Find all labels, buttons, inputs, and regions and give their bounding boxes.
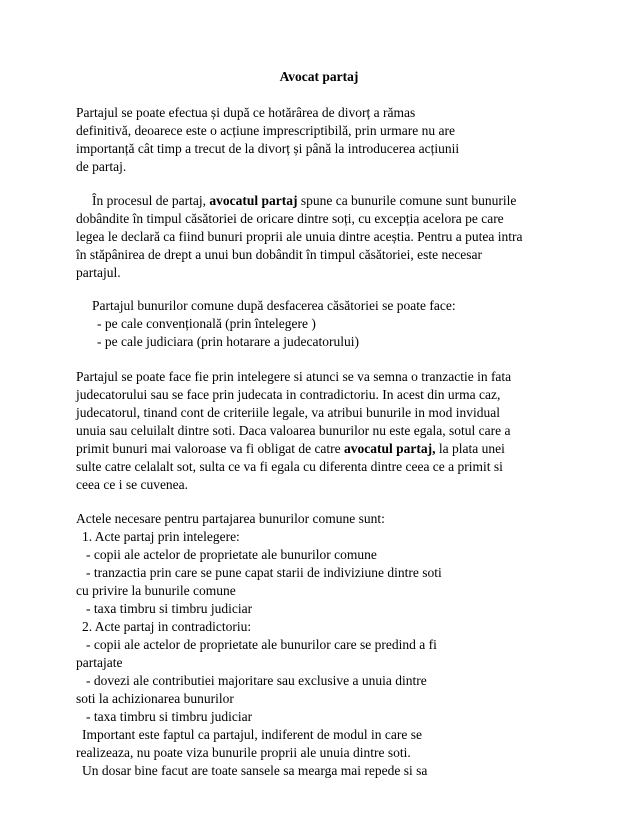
text-line — [97, 333, 359, 351]
text-line — [86, 708, 252, 726]
text-line — [76, 744, 411, 762]
text-segment: primit bunuri mai valoroase va fi obligat de catre — [76, 441, 345, 456]
text-line — [97, 315, 316, 333]
text-line — [76, 140, 459, 158]
text-segment: judecatorului sau se face prin judecata in contradictoriu. In acest din urma caz, — [76, 387, 501, 402]
text-line — [76, 246, 482, 264]
text-segment: spune ca bunurile comune sunt bunurile — [297, 193, 517, 208]
text-segment: de partaj. — [76, 159, 127, 174]
text-segment: - copii ale actelor de proprietate ale bunurilor care se predind a fi — [86, 637, 437, 652]
text-segment: sulte catre celalalt sot, sulta ce va fi egala cu diferenta dintre ceea ce a primit si — [76, 459, 503, 474]
text-segment: - taxa timbru si timbru judiciar — [86, 601, 253, 616]
text-segment: realizeaza, nu poate viza bunurile proprii ale unuia dintre soti. — [76, 745, 411, 760]
text-segment: - copii ale actelor de proprietate ale bunurilor comune — [86, 547, 377, 562]
text-segment: în stăpânirea de drept a unui bun dobândit în timpul căsătoriei, este necesar — [76, 247, 482, 262]
text-line — [82, 762, 427, 780]
text-line — [76, 386, 500, 404]
document-title: Avocat partaj — [279, 69, 359, 84]
text-segment: Partajul se poate face fie prin intelegere si atunci se va semna o tranzactie in fata — [76, 369, 512, 384]
text-segment: 2. Acte partaj in contradictoriu: — [82, 619, 252, 634]
text-line — [76, 210, 504, 228]
text-segment: ceea ce i se cuvenea. — [76, 477, 189, 492]
text-line — [76, 690, 234, 708]
text-segment: soti la achizionarea bunurilor — [76, 691, 234, 706]
text-line — [76, 422, 510, 440]
text-line — [76, 264, 121, 282]
text-segment: - dovezi ale contributiei majoritare sau exclusive a unuia dintre — [86, 673, 427, 688]
text-line — [76, 510, 385, 528]
bold-link-text: avocatul partaj, — [344, 441, 436, 456]
text-segment: În procesul de partaj, — [92, 193, 210, 208]
text-line — [76, 104, 415, 122]
text-line — [92, 297, 456, 315]
text-line — [86, 672, 427, 690]
text-line — [76, 228, 522, 246]
text-segment: importanță cât timp a trecut de la divorț și până la introducerea acțiunii — [76, 141, 460, 156]
text-line — [76, 440, 505, 458]
text-segment: - pe cale judiciara (prin hotarare a judecatorului) — [97, 334, 359, 349]
text-line — [86, 564, 442, 582]
text-line — [82, 528, 240, 546]
text-segment: partajate — [76, 655, 123, 670]
text-segment: legea le declară ca fiind bunuri proprii ale unuia dintre aceștia. Pentru a putea intra — [76, 229, 523, 244]
text-line — [76, 404, 500, 422]
text-line — [86, 546, 377, 564]
text-segment: definitivă, deoarece este o acțiune imprescriptibilă, prin urmare nu are — [76, 123, 455, 138]
text-line — [76, 368, 511, 386]
text-segment: Un dosar bine facut are toate sansele sa mearga mai repede si sa — [82, 763, 428, 778]
text-line — [76, 582, 236, 600]
text-line — [76, 158, 126, 176]
text-line — [82, 726, 422, 744]
text-line — [76, 654, 122, 672]
text-line — [76, 122, 455, 140]
text-line — [76, 458, 503, 476]
text-segment: cu privire la bunurile comune — [76, 583, 236, 598]
text-line — [82, 618, 251, 636]
text-segment: - pe cale convențională (prin întelegere ) — [97, 316, 316, 331]
text-line — [92, 192, 516, 210]
text-segment: - tranzactia prin care se pune capat starii de indiviziune dintre soti — [86, 565, 442, 580]
text-segment: Important este faptul ca partajul, indiferent de modul in care se — [82, 727, 422, 742]
text-segment: la plata unei — [435, 441, 505, 456]
text-segment: Actele necesare pentru partajarea bunurilor comune sunt: — [76, 511, 385, 526]
text-line — [86, 600, 252, 618]
text-segment: unuia sau celuilalt dintre soti. Daca valoarea bunurilor nu este egala, sotul care a — [76, 423, 511, 438]
text-line — [86, 636, 437, 654]
text-line — [76, 476, 188, 494]
bold-link-text: avocatul partaj — [209, 193, 298, 208]
text-segment: dobândite în timpul căsătoriei de oricare dintre soți, cu excepția acelora pe care — [76, 211, 504, 226]
text-segment: partajul. — [76, 265, 121, 280]
text-segment: Partajul bunurilor comune după desfacerea căsătoriei se poate face: — [92, 298, 456, 313]
text-segment: 1. Acte partaj prin intelegere: — [82, 529, 240, 544]
text-segment: - taxa timbru si timbru judiciar — [86, 709, 253, 724]
text-segment: judecatorul, tinand cont de criteriile legale, va atribui bunurile in mod invidual — [76, 405, 500, 420]
text-segment: Partajul se poate efectua și după ce hotărârea de divorț a rămas — [76, 105, 416, 120]
